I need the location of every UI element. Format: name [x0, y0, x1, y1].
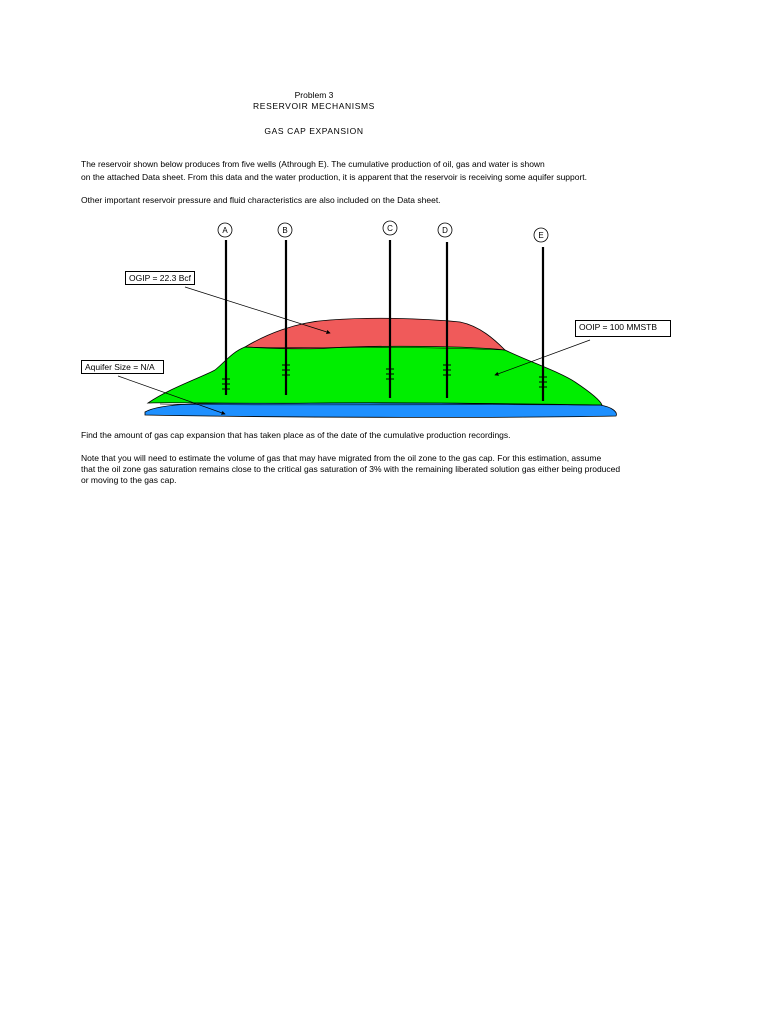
well-label-e: E — [538, 231, 544, 240]
well-label-a: A — [222, 226, 228, 235]
note-line-1: Note that you will need to estimate the volume of gas that may have migrated from the oil zone to the gas cap. For this estimation, assume — [81, 453, 602, 463]
ooip-label: OOIP = 100 MMSTB — [575, 320, 671, 337]
task-statement: Find the amount of gas cap expansion that has taken place as of the date of the cumulative production recordings. — [81, 430, 511, 440]
note-line-3: or moving to the gas cap. — [81, 475, 177, 485]
ogip-leader-arrow — [185, 287, 330, 333]
ogip-label: OGIP = 22.3 Bcf — [125, 271, 195, 285]
page-title: RESERVOIR MECHANISMS — [253, 101, 375, 111]
oil-zone — [148, 346, 602, 405]
well-label-d: D — [442, 226, 448, 235]
intro-line-1: The reservoir shown below produces from five wells (Athrough E). The cumulative production of oil, gas and water is shown — [81, 159, 545, 169]
note-line-2: that the oil zone gas saturation remains close to the critical gas saturation of 3% with the remaining liberated solution gas either being produced — [81, 464, 621, 474]
gas-cap-zone — [245, 318, 505, 350]
page-subtitle: GAS CAP EXPANSION — [264, 126, 364, 136]
intro-line-2: on the attached Data sheet. From this data and the water production, it is apparent that the reservoir is receiving some aquifer support. — [81, 172, 588, 182]
aquifer-size-label: Aquifer Size = N/A — [81, 360, 164, 374]
problem-number: Problem 3 — [294, 90, 334, 100]
intro-line-3: Other important reservoir pressure and fluid characteristics are also included on the Data sheet. — [81, 195, 441, 205]
well-label-c: C — [387, 224, 393, 233]
well-label-b: B — [282, 226, 288, 235]
